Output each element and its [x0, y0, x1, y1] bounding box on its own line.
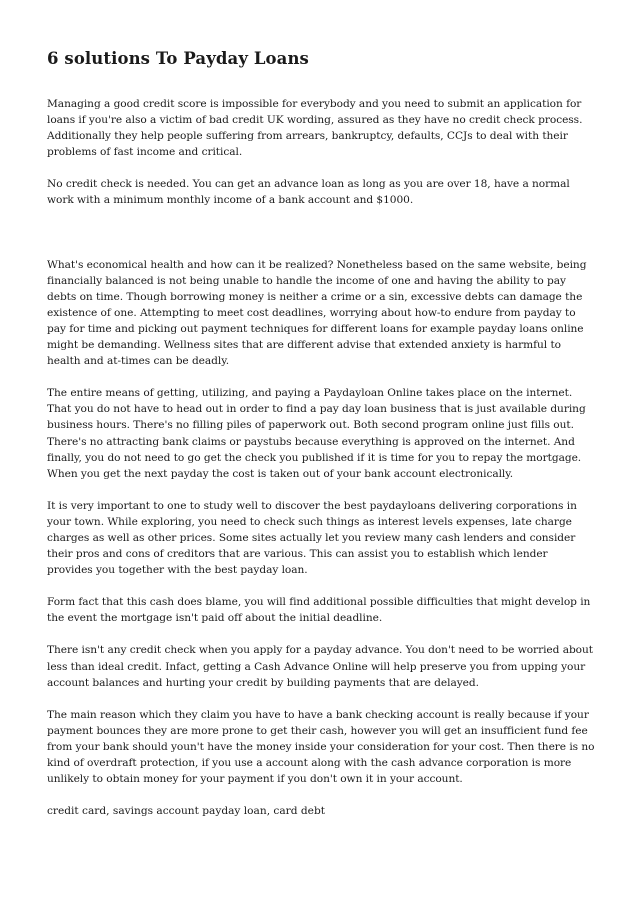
paragraph-2: No credit check is needed. You can get an advance loan as long as you are over 18, have a normal work with a minimum monthly income of a bank account and $1000. — [47, 178, 570, 207]
paragraph-1: Managing a good credit score is impossible for everybody and you need to submit an application for loans if you're also a victim of bad credit UK wording, assured as they have no credit check process. Additionally they help people suffering from arrears, bankruptcy, defaults, CCJs to deal with their problems of fast income and critical. — [47, 98, 583, 159]
paragraph-7: There isn't any credit check when you apply for a payday advance. You don't need to be worried about less than ideal credit. Infact, getting a Cash Advance Online will help preserve you from upping your account balances and hurting your credit by building payments that are delayed. — [47, 644, 593, 689]
blank-spacer — [47, 225, 595, 257]
document-page — [47, 48, 595, 819]
page-title: 6 solutions To Payday Loans — [47, 49, 309, 68]
paragraph-3: What's economical health and how can it be realized? Nonetheless based on the same website, being financially balanced is not being unable to handle the income of one and having the ability to pay debts on time. Though borrowing money is neither a crime or a sin, excessive debts can damage the existence of one. Attempting to meet cost deadlines, worrying about how-to endure from payday to pay for time and picking out payment techniques for different loans for example payday loans online might be demanding. Wellness sites that are different advise that extended anxiety is harmful to health and at-times can be deadly. — [47, 258, 587, 368]
paragraph-6: Form fact that this cash does blame, you will find additional possible difficulties that might develop in the event the mortgage isn't paid off about the initial deadline. — [47, 596, 591, 625]
paragraph-5: It is very important to one to study well to discover the best paydayloans delivering corporations in your town. While exploring, you need to check such things as interest levels expenses, late charge charges as well as other prices. Some sites actually let you review many cash lenders and consider their pros and cons of creditors that are various. This can assist you to establish which lender provides you together with the best payday loan. — [47, 499, 577, 577]
paragraph-4: The entire means of getting, utilizing, and paying a Paydayloan Online takes place on the internet. That you do not have to head out in order to find a pay day loan business that is just available during business hours. There's no filling piles of paperwork out. Both second program online just fills out. There's no attracting bank claims or paystubs because everything is approved on the internet. And finally, you do not need to go get the check you published if it is time for you to repay the mortgage. When you get the next payday the cost is taken out of your bank account electronically. — [47, 387, 586, 480]
paragraph-8: The main reason which they claim you have to have a bank checking account is really because if your payment bounces they are more prone to get their cash, however you will get an insufficient fund fee from your bank should youn't have the money inside your consideration for your cost. Then there is no kind of overdraft protection, if you use a account along with the cash advance corporation is more unlikely to obtain money for your payment if you don't own it in your account. — [47, 708, 595, 786]
tag-line: credit card, savings account payday loan, card debt — [47, 805, 325, 818]
